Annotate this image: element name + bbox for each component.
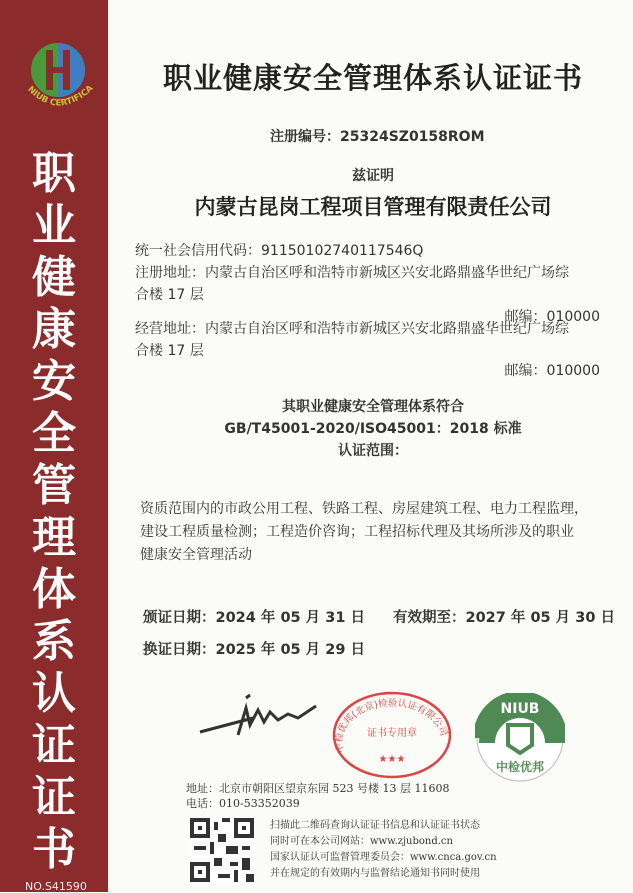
registered-postcode: 邮编：010000: [504, 309, 600, 325]
badge-chinese-text: 中检优邦: [495, 760, 545, 774]
sidebar-title-char: 安: [32, 356, 76, 407]
scope-text: [140, 498, 588, 567]
registration-number: [270, 126, 485, 146]
reg-no-value: 25324SZ0158ROM: [340, 129, 485, 145]
badge-niub-text: NIUB: [500, 701, 540, 717]
renewal-date: 换证日期：2025 年 05 月 29 日: [143, 642, 365, 658]
certificate-title: 职业健康安全管理体系认证证书: [162, 61, 583, 95]
sidebar-title-char: 康: [32, 304, 76, 355]
issuer-address: 地址：北京市朝阳区望京东园 523 号楼 13 层 11608: [186, 782, 450, 795]
company-name: 内蒙古昆岗工程项目管理有限责任公司: [194, 195, 552, 219]
scope-line: 建设工程质量检测；工程造价咨询；工程招标代理及其场所涉及的职业: [140, 524, 574, 540]
sidebar-title-char: 系: [32, 616, 76, 667]
qr-code[interactable]: [190, 818, 254, 882]
operating-postcode: 邮编：010000: [504, 363, 600, 379]
scope-line: 健康安全管理活动: [140, 547, 252, 563]
sidebar-title-char: 证: [32, 772, 76, 823]
qr-note: 扫描此二维码查询认证证书信息和认证证书状态: [270, 820, 480, 831]
sidebar-title-char: 业: [32, 200, 76, 251]
scope-label: 认证范围：: [338, 443, 408, 459]
official-seal: [330, 690, 454, 784]
conformity-standard: GB/T45001-2020/ISO45001：2018 标准: [224, 421, 522, 437]
qr-note: 并在规定的有效期内与监督结论通知书同时使用: [270, 868, 480, 879]
qr-notes: [270, 818, 497, 882]
signature: [198, 690, 318, 744]
sidebar-title-char: 健: [32, 252, 76, 303]
sidebar-title-char: 体: [32, 564, 76, 615]
issuer-phone: 电话：010-53352039: [186, 797, 300, 810]
reg-no-label: 注册编号：: [270, 129, 340, 145]
operating-address-line1: 经营地址：内蒙古自治区呼和浩特市新城区兴安北路鼎盛华世纪广场综: [135, 321, 569, 337]
sidebar-title-char: 认: [32, 668, 76, 719]
seal-stars: ★★★: [378, 754, 406, 765]
certificate-serial: NO.S41590: [25, 880, 87, 893]
operating-address-line2: 合楼 17 层: [135, 343, 204, 359]
niub-certification-logo: [18, 28, 98, 122]
sidebar-title-char: 理: [32, 512, 76, 563]
scope-line: 资质范围内的市政公用工程、铁路工程、房屋建筑工程、电力工程监理，: [140, 501, 588, 517]
registered-address-line2: 合楼 17 层: [135, 287, 204, 303]
sidebar-title: [0, 148, 108, 876]
seal-center-text: 证书专用章: [367, 728, 417, 739]
sidebar-title-char: 管: [32, 460, 76, 511]
valid-until: 有效期至：2027 年 05 月 30 日: [393, 610, 615, 626]
qr-note-website: 同时可在本公司网站：www.zjubond.cn: [270, 836, 453, 847]
credit-code: 统一社会信用代码：91150102740117546Q: [135, 243, 424, 259]
registered-address-line1: 注册地址：内蒙古自治区呼和浩特市新城区兴安北路鼎盛华世纪广场综: [135, 265, 569, 281]
issue-date: 颁证日期：2024 年 05 月 31 日: [143, 610, 365, 626]
qr-note-cnca: 国家认证认可监督管理委员会：www.cnca.gov.cn: [270, 852, 497, 863]
niub-badge: [475, 693, 565, 787]
sidebar-title-char: 职: [32, 148, 76, 199]
conformity-line1: 其职业健康安全管理体系符合: [282, 399, 464, 415]
seal-ring-text: 中检优邦(北京)检验认证有限公司: [333, 697, 450, 754]
sidebar-title-char: 证: [32, 720, 76, 771]
sidebar-title-char: 书: [32, 824, 76, 875]
svg-text:NIUB CERTIFICATION: NIUB CERTIFICA: [25, 83, 95, 109]
certify-heading: 兹证明: [352, 168, 394, 184]
sidebar-title-char: 全: [32, 408, 76, 459]
